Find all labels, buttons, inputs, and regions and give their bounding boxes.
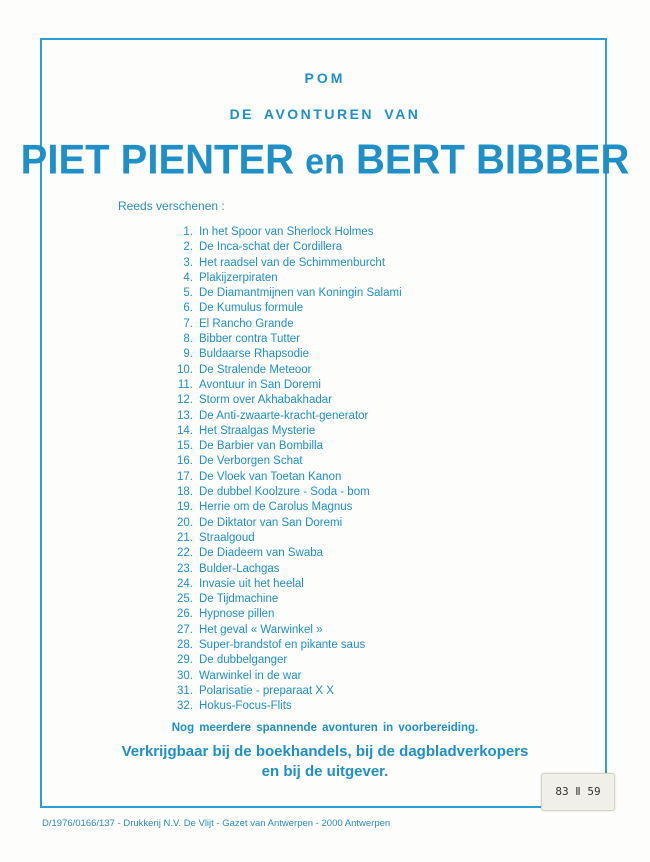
list-item-number: 2. bbox=[183, 241, 193, 254]
list-item bbox=[163, 607, 402, 622]
list-item-title: Hypnose pillen bbox=[199, 608, 275, 621]
list-item-number: 1. bbox=[183, 226, 193, 238]
list-item bbox=[163, 470, 402, 485]
list-item-title: De Stralende Meteoor bbox=[199, 363, 312, 376]
list-item-title: Het geval « Warwinkel » bbox=[199, 623, 323, 636]
published-label: Reeds verschenen : bbox=[118, 199, 225, 213]
list-item-number: 14. bbox=[177, 424, 193, 437]
list-item-number: 16. bbox=[177, 455, 193, 468]
list-item bbox=[163, 485, 402, 500]
list-item-number: 27. bbox=[177, 623, 193, 636]
list-item-title: De Barbier van Bombilla bbox=[199, 440, 324, 453]
list-item-title: De dubbelganger bbox=[199, 654, 288, 667]
list-item-number: 22. bbox=[177, 547, 193, 560]
list-item bbox=[163, 301, 402, 316]
list-item-title: Storm over Akhabakhadar bbox=[199, 394, 332, 407]
list-item-title: De Diamantmijnen van Koningin Salami bbox=[199, 287, 402, 300]
list-item-title: Straalgoud bbox=[199, 531, 255, 544]
upcoming-note: Nog meerdere spannende avonturen in voorbereiding. bbox=[171, 722, 479, 734]
list-item-number: 6. bbox=[183, 302, 193, 315]
list-item-title: De Tijdmachine bbox=[199, 593, 279, 606]
list-item-number: 26. bbox=[177, 608, 193, 621]
list-item-title: Polarisatie - preparaat X X bbox=[199, 684, 334, 697]
list-item-number: 23. bbox=[177, 562, 193, 575]
list-item bbox=[163, 240, 402, 255]
series-title-part1: PIET PIENTER bbox=[20, 136, 295, 184]
list-item-title: Plakijzerpiraten bbox=[199, 271, 278, 284]
list-item-number: 31. bbox=[177, 684, 193, 697]
list-item bbox=[163, 378, 402, 393]
list-item-number: 13. bbox=[177, 409, 193, 422]
list-item bbox=[163, 592, 402, 607]
availability-line-2: en bij de uitgever. bbox=[261, 763, 389, 780]
list-item-title: Super-brandstof en pikante saus bbox=[199, 639, 366, 652]
list-item-number: 29. bbox=[177, 654, 193, 667]
list-item-title: De Verborgen Schat bbox=[199, 455, 303, 468]
list-item bbox=[163, 699, 402, 714]
series-title bbox=[0, 137, 650, 184]
list-item-title: De Kumulus formule bbox=[199, 302, 304, 315]
list-item bbox=[163, 454, 402, 469]
list-item bbox=[163, 577, 402, 592]
list-item bbox=[163, 286, 402, 301]
list-item-number: 25. bbox=[177, 593, 193, 606]
list-item bbox=[163, 393, 402, 408]
list-item bbox=[163, 562, 402, 577]
list-item-title: De Diadeem van Swaba bbox=[199, 547, 324, 560]
list-item bbox=[163, 500, 402, 515]
list-item bbox=[163, 439, 402, 454]
list-item-number: 7. bbox=[183, 317, 193, 330]
list-item bbox=[163, 347, 402, 362]
list-item-title: De Diktator van San Doremi bbox=[199, 516, 343, 529]
list-item bbox=[163, 546, 402, 561]
list-item-number: 21. bbox=[177, 531, 193, 544]
printer-footer: D/1976/0166/137 - Drukkerij N.V. De Vlijt - Gazet van Antwerpen - 2000 Antwerpen bbox=[42, 818, 391, 829]
list-item bbox=[163, 638, 402, 653]
list-item bbox=[163, 363, 402, 378]
list-item-title: Bulder-Lachgas bbox=[199, 562, 280, 575]
list-item-number: 17. bbox=[177, 470, 193, 483]
list-item-title: In het Spoor van Sherlock Holmes bbox=[199, 226, 374, 238]
list-item-number: 5. bbox=[183, 287, 193, 300]
list-item-title: Het raadsel van de Schimmenburcht bbox=[199, 256, 386, 269]
list-item bbox=[163, 256, 402, 271]
list-item bbox=[163, 653, 402, 668]
list-item bbox=[163, 684, 402, 699]
list-item bbox=[163, 409, 402, 424]
list-item bbox=[163, 332, 402, 347]
list-item bbox=[163, 669, 402, 684]
list-item-title: De Anti-zwaarte-kracht-generator bbox=[199, 409, 369, 422]
list-item-title: Warwinkel in de war bbox=[199, 669, 302, 682]
list-item-number: 9. bbox=[183, 348, 193, 361]
list-item-number: 8. bbox=[183, 333, 193, 346]
availability-line-1: Verkrijgbaar bij de boekhandels, bij de dagbladverkopers bbox=[121, 743, 529, 760]
list-item-title: Buldaarse Rhapsodie bbox=[199, 348, 309, 361]
title-list bbox=[163, 225, 402, 715]
list-item-number: 4. bbox=[183, 271, 193, 284]
list-item bbox=[163, 424, 402, 439]
list-item-title: De Inca-schat der Cordillera bbox=[199, 241, 343, 254]
list-item-number: 24. bbox=[177, 577, 193, 590]
list-item-title: Avontuur in San Doremi bbox=[199, 378, 321, 391]
list-item-title: De Vloek van Toetan Kanon bbox=[199, 470, 342, 483]
list-item bbox=[163, 225, 402, 240]
series-title-part2: BERT BIBBER bbox=[355, 136, 630, 184]
list-item-number: 20. bbox=[177, 516, 193, 529]
list-item-title: Het Straalgas Mysterie bbox=[199, 424, 316, 437]
list-item-title: El Rancho Grande bbox=[199, 317, 294, 330]
list-item-number: 3. bbox=[183, 256, 193, 269]
publisher-label: POM bbox=[304, 70, 346, 86]
price-sticker: 83 Ⅱ 59 bbox=[541, 773, 615, 811]
list-item-number: 10. bbox=[177, 363, 193, 376]
list-item-title: Invasie uit het heelal bbox=[199, 577, 304, 590]
series-subtitle: DE AVONTUREN VAN bbox=[229, 106, 421, 122]
list-item-number: 11. bbox=[177, 378, 193, 391]
list-item-title: Hokus-Focus-Flits bbox=[199, 700, 292, 713]
list-item-title: De dubbel Koolzure - Soda - bom bbox=[199, 486, 370, 499]
list-item-number: 28. bbox=[177, 639, 193, 652]
series-title-en: en bbox=[305, 142, 345, 183]
list-item-number: 18. bbox=[177, 486, 193, 499]
list-item bbox=[163, 317, 402, 332]
list-item-title: Herrie om de Carolus Magnus bbox=[199, 501, 353, 514]
list-item-number: 30. bbox=[177, 669, 193, 682]
list-item-number: 32. bbox=[177, 700, 193, 713]
list-item bbox=[163, 623, 402, 638]
list-item bbox=[163, 531, 402, 546]
list-item-number: 12. bbox=[177, 394, 193, 407]
list-item-number: 19. bbox=[177, 501, 193, 514]
list-item bbox=[163, 271, 402, 286]
list-item-title: Bibber contra Tutter bbox=[199, 333, 300, 346]
list-item-number: 15. bbox=[177, 440, 193, 453]
list-item bbox=[163, 516, 402, 531]
